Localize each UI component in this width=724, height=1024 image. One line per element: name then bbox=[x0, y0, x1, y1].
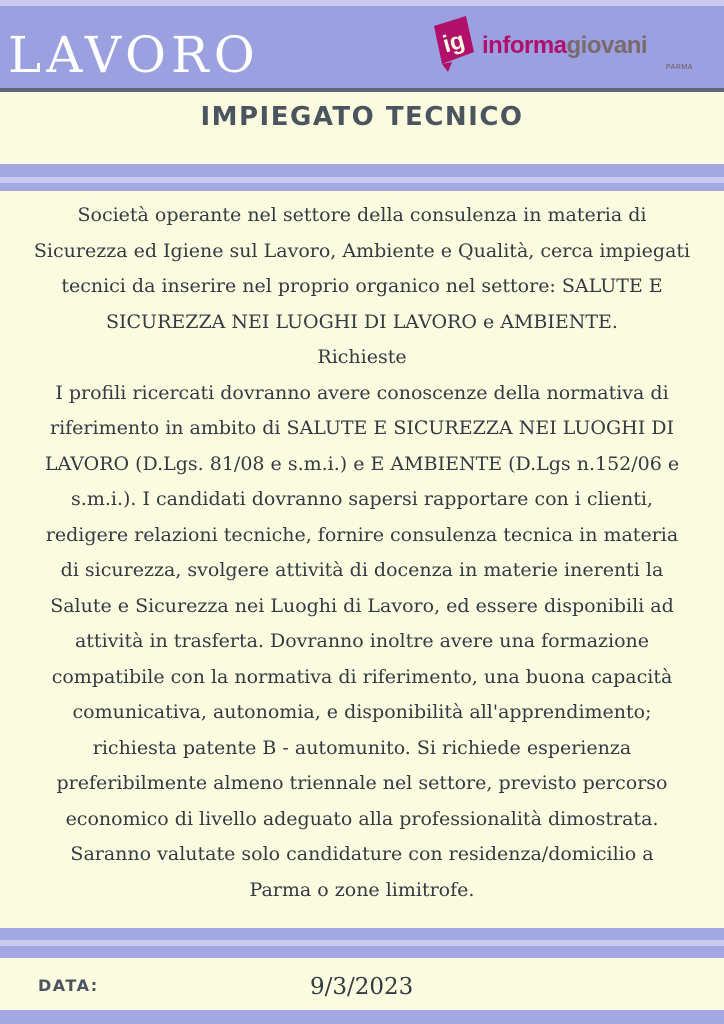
job-description bbox=[8, 198, 716, 908]
description-line: s.m.i.). I candidati dovranno sapersi rapportare con i clienti, bbox=[71, 488, 653, 510]
description-line: Richieste bbox=[317, 346, 407, 368]
description-line: Parma o zone limitrofe. bbox=[249, 878, 475, 901]
informagiovani-logo bbox=[428, 12, 698, 74]
logo-text-giovani: giovani bbox=[566, 32, 648, 59]
header-divider bbox=[0, 88, 724, 92]
logo-wordmark bbox=[482, 32, 647, 60]
description-line: Società operante nel settore della consulenza in materia di bbox=[77, 204, 647, 226]
job-title: IMPIEGATO TECNICO bbox=[200, 102, 524, 132]
description-line: Salute e Sicurezza nei Luoghi di Lavoro, ed essere disponibili ad bbox=[50, 594, 674, 617]
description-line: riferimento in ambito di SALUTE E SICUREZZA NEI LUOGHI DI bbox=[49, 417, 674, 439]
description-line: comunicativa, autonomia, e disponibilità all'apprendimento; bbox=[72, 701, 652, 723]
stripe-band-bottom-3 bbox=[0, 946, 724, 958]
description-line: tecnici da inserire nel proprio organico nel settore: SALUTE E bbox=[61, 275, 663, 297]
description-line: Saranno valutate solo candidature con residenza/domicilio a bbox=[70, 843, 654, 865]
description-line: attività in trasferta. Dovranno inoltre avere una formazione bbox=[74, 630, 650, 652]
logo-city: PARMA bbox=[666, 64, 693, 71]
description-line: Sicurezza ed Igiene sul Lavoro, Ambiente e Qualità, cerca impiegati bbox=[33, 239, 691, 262]
stripe-band-top-3 bbox=[0, 183, 724, 191]
description-line: compatibile con la normativa di riferimento, una buona capacità bbox=[51, 665, 673, 688]
description-line: di sicurezza, svolgere attività di docenza in materie inerenti la bbox=[60, 559, 664, 581]
description-line: economico di livello adeguato alla professionalità dimostrata. bbox=[65, 807, 659, 830]
informagiovani-logo-icon bbox=[428, 12, 480, 72]
stripe-band-footer bbox=[0, 1010, 724, 1024]
description-line: LAVORO (D.Lgs. 81/08 e s.m.i.) e E AMBIENTE (D.Lgs n.152/06 e bbox=[44, 452, 680, 475]
description-line: richiesta patente B - automunito. Si richiede esperienza bbox=[92, 736, 632, 759]
description-line: I profili ricercati dovranno avere conoscenze della normativa di bbox=[55, 381, 669, 404]
section-title: LAVORO bbox=[8, 26, 260, 84]
description-line: SICUREZZA NEI LUOGHI DI LAVORO e AMBIENTE. bbox=[106, 310, 618, 333]
date-label: DATA: bbox=[38, 976, 99, 995]
logo-text-informa: informa bbox=[482, 32, 567, 59]
logo-mark-letters: ig bbox=[440, 26, 468, 59]
description-line: preferibilmente almeno triennale nel settore, previsto percorso bbox=[56, 772, 668, 794]
stripe-band-bottom-1 bbox=[0, 928, 724, 940]
stripe-band-top-1 bbox=[0, 164, 724, 177]
date-value: 9/3/2023 bbox=[310, 974, 414, 1000]
description-line: redigere relazioni tecniche, fornire consulenza tecnica in materia bbox=[45, 523, 679, 546]
